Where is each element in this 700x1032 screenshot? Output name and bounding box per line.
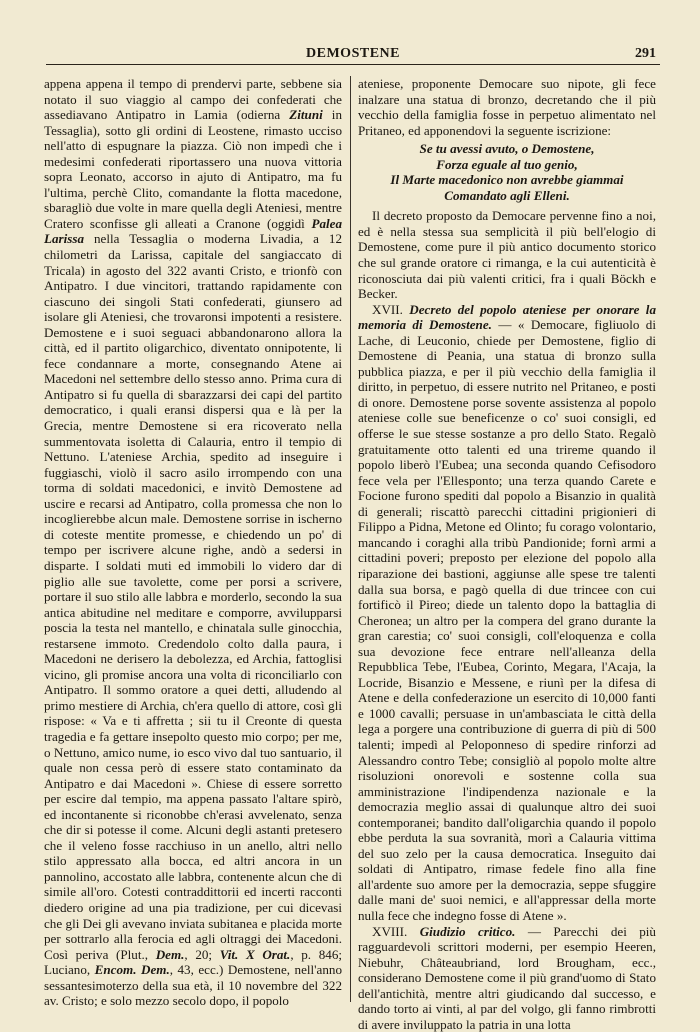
text-run: , 20; <box>184 946 220 962</box>
column-divider <box>350 76 351 1002</box>
text-run: , 43, ecc.) Demostene, nell'anno sessantesimoterzo della sua età, il 10 novembre del 322 av. Cristo; e solo mezzo secolo dopo, il popolo <box>44 962 342 1009</box>
right-paragraph-1: ateniese, proponente Democare suo nipote, gli fece inalzare una statua di bronzo, decretando che il più vecchio della famiglia fosse in perpetuo alimentato nel Pritaneo, ed apponendovi la seguente iscrizione: <box>358 76 656 138</box>
italic-citation: Dem. <box>155 946 185 962</box>
right-paragraph-2: Il decreto proposto da Democare pervenne fino a noi, ed è nella stessa sua semplicità il più bell'elogio di Demostene, come pure il più antico documento storico che sul grande oratore ci rimanga, e la cui autenticità è riconosciuta dai più valenti critici, fra i quali Böckh e Becker. <box>358 208 656 302</box>
right-column <box>358 76 656 1032</box>
section-title: Giudizio critico. <box>419 923 516 939</box>
verse-line: Forza eguale al tuo genio, <box>436 156 578 172</box>
italic-citation: Vit. X Orat. <box>219 946 291 962</box>
left-column <box>44 76 343 1009</box>
section-text: — « Democare, figliuolo di Lache, di Leuconio, chiede per Demostene, figlio di Demostene di Peania, una statua di bronzo sulla pubblica piazza, e per il più vecchio della famiglia il diritto, in perpetuo, di essere nutrito nel Pritaneo, e posti di onore. Demostene porse sovente assistenza al popolo ateniese colle sue beneficenze o co' suoi consigli, ed offerse le sue stesse sostanze a pro dello Stato. Regalò gratuitamente otto talenti ed una trireme quando il popolo liberò l'Eubea; una seconda quando Cefisodoro fece vela per l'Ellesponto; una terza quando Carete e Focione furono spediti dal popolo a Bisanzio in qualità di generali; riscattò parecchi cittadini prigionieri di Filippo a Pidna, Metone ed Olinto; fu corago volontario, mancando i coraghi alla tribù Pandionide; fornì armi a cittadini poveri; preposto per elezione del popolo alla riparazione dei bastioni, aggiunse alle spese tre talenti dalla sua borsa, e pagò quella di due trincee con cui fortificò il Pireo; diede un talento dopo la battaglia di Cheronea; un altro per la compera del grano durante la gran carestia; co' suoi consigli, coll'eloquenza e colla sua devozione fece entrare nell'alleanza della Repubblica Tebe, l'Eubea, Corinto, Megara, l'Acaja, la Locride, Bisanzio e Messene, e riunì per la difesa di Atene e della confederazione un esercito di 10,000 fanti e 1000 cavalli; persuase in un'ambasciata le città della lega a porgere una contribuzione di guerra di più di 500 talenti; impedì al Peloponneso di spedire rinforzi ad Alessandro contro Tebe; consigliò al popolo molte altre risoluzioni onorevoli e sostenne colla sua amministrazione l'indipendenza nazionale e la democrazia meglio assai di qualunque altro dei suoi contemporanei; bandito dall'oligarchia quando il popolo ebbe perduta la sua sovranità, morì a Calauria vittima del suo zelo per la causa democratica. Inseguito dai soldati di Antipatro, rimase fedele fino alla fine all'ardente suo amore per la democrazia, seppe sfuggire dalle mani de' suoi nemici, e all'appressar della morte nulla fece che indegno fosse di Atene ». <box>358 317 656 923</box>
text-run: , p. 846; Luciano, <box>44 946 343 978</box>
left-paragraph <box>44 76 342 1009</box>
verse-line: Il Marte macedonico non avrebbe giammai <box>390 172 624 188</box>
italic-term: Zituni <box>289 107 323 123</box>
section-18 <box>358 924 656 1032</box>
text-run: appena appena il tempo di prendervi parte, sebbene sia notato il suo viaggio al campo dei confederati che assediavano Antipatro in Lamia (odierna <box>44 76 342 123</box>
text-run: in Tessaglia), sotto gli ordini di Leostene, rimasto ucciso nell'atto di espugnare la piazza. Ciò non impedì che i medesimi confederati riportassero una nuova vittoria sopra Leonato, accorso in ajuto di Antipatro, ma fu l'ultima, perchè Clito, comandante la flotta macedone, sbaragliò due volte in mare quella degli Ateniesi, mentre Cratero sconfisse gli alleati a Cranone (oggidì <box>44 107 342 231</box>
verse-line: Comandato agli Elleni. <box>444 187 570 203</box>
section-17 <box>358 302 656 924</box>
running-header <box>46 44 660 65</box>
italic-term: Palea Larissa <box>44 215 342 247</box>
section-text: — Parecchi dei più ragguardevoli scrittori moderni, per esempio Heeren, Niebuhr, Châteaubriand, lord Brougham, ecc., considerano Demostene come il più grand'uomo di Stato dell'antichità, mentre altri giudicando dal successo, e dando torto ai vinti, al par del volgo, gli fanno rimbrotti di avere inviluppato la patria in una lotta <box>358 923 656 1032</box>
italic-citation: Encom. Dem. <box>94 962 170 978</box>
text-run: nella Tessaglia o moderna Livadia, a 12 chilometri da Larissa, capitale del sangiaccato di Tricala) in agosto del 322 avanti Cristo, e trionfò con Antipatro. I due vincitori, trattando rapidamente con ciascuno dei singoli Stati confederati, giunsero ad isolare gli Ateniesi, che trovaronsi impotenti a resistere. Demostene e i suoi seguaci abbandonarono allora la città, ed il partito oligarchico, diventato onnipotente, li fece condannare a morte, consegnando Atene ai Macedoni nel settembre dello stesso anno. Prima cura di Antipatro si fu quella di sbarazzarsi dei capi del partito democratico, i quali eransi dispersi qua e là per la Grecia, mentre Demostene si era ricoverato nella summentovata isoletta di Calauria, entro il tempio di Nettuno. L'ateniese Archia, spedito ad inseguire i fuggiaschi, violò il sacro asilo irrompendo con una torma di soldati macedonici, e invitò Demostene ad uscire e recarsi ad Antipatro, colla promessa che non lo incoglierebbe alcun male. Demostene sorrise in ischerno di coteste mentite promesse, e chiedendo un po' di tempo per iscrivere alcune righe, andò a sedersi in disparte. I soldati muti ed immobili lo videro dar di piglio alle sue tavolette, come per porsi a scrivere, portare il suo stilo alle labbra e morderlo, secondo la sua antica abitudine nel meditare e comporre, avvilupparsi poscia la testa nel mantello, e chinatala sulle ginocchia, restarsene immoto. Credendolo colto dalla paura, i Macedoni ne derisero la debolezza, ed Archia, fattoglisi vicino, gli promise ancora una volta di riconciliarlo con Antipatro. Il sommo oratore a quei detti, alludendo al primo mestiere di Archia, ch'era quello di attore, così gli rispose: « Va e ti affretta ; sii tu il Creonte di questa tragedia e fa gettare insepolto questo mio corpo; per me, o Nettuno, amico nume, io esco vivo dal tuo santuario, il quale non cessa però di essere stato contaminato da Antipatro e dai Macedoni ». Chiese di essere sorretto per escire dal tempio, ma appena passato l'altare spirò, ed incontanente si riconobbe ch'erasi avvelenato, senza che dir si potesse il come. Alcuni degli astanti pretesero che il veleno fosse racchiuso in un anello, altri nello stilo appressato alla bocca, ed altri ancora in un pannolino, accostato alle labbra, contenente alcun che di simile all'oro. Cotesti contraddittorii ed incerti racconti diedero origine ad una pia tradizione, per cui dicevasi che gli Dei gli avevano inviata subitanea e placida morte per sottrarlo alla ferocia ed agli oltraggi dei Macedoni. Così periva (Plut., <box>44 231 342 962</box>
section-number: XVIII. <box>372 923 408 939</box>
inscription-verse <box>358 141 656 203</box>
section-number: XVII. <box>372 301 403 317</box>
page-number: 291 <box>635 46 656 61</box>
verse-line: Se tu avessi avuto, o Demostene, <box>419 141 595 157</box>
section-title: Decreto del popolo ateniese per onorare la memoria di Demostene. <box>358 301 656 333</box>
running-title: DEMOSTENE <box>306 46 400 61</box>
